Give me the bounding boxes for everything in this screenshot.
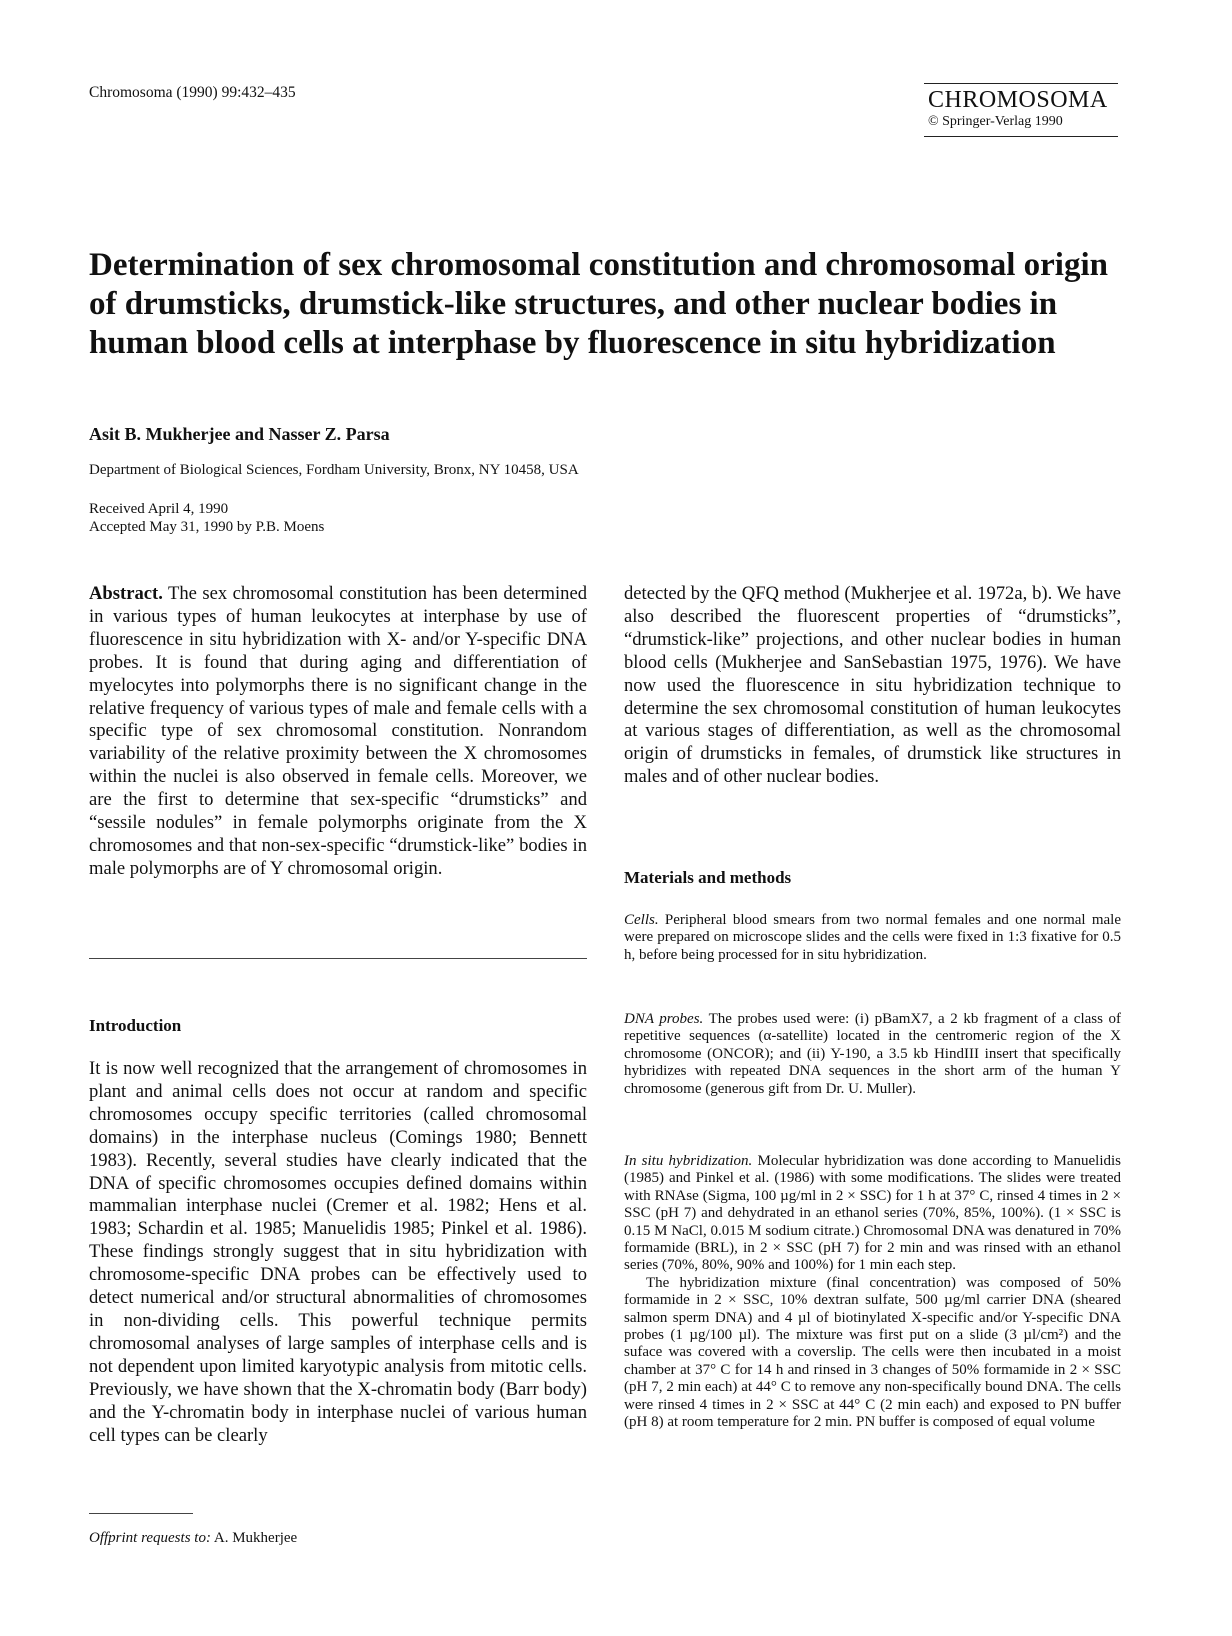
introduction-body [89, 1058, 587, 1447]
probes-text: The probes used were: (i) pBamX7, a 2 kb fragment of a class of repetitive sequences (α-satellite) located in the centromeric region of the X chromosome (ONCOR); and (ii) Y-190, a 3.5 kb HindIII insert that specifically hybridizes with repeated DNA sequences in the short arm of the human Y chromosome (generous gift from Dr. U. Muller). [624, 1011, 1121, 1097]
introduction-continued-text: detected by the QFQ method (Mukherjee et al. 1972a, b). We have also described the fluorescent properties of “drumsticks”, “drumstick-like” projections, and other nuclear bodies in human blood cells (Mukherjee and SanSebastian 1975, 1976). We have now used the fluorescence in situ hybridization technique to determine the sex chromosomal constitution of human leukocytes at various stages of differentiation, as well as the chromosomal origin of drumsticks in females, of drumstick like structures in males and of other nuclear bodies. [624, 583, 1121, 788]
masthead-rule-bottom [924, 136, 1118, 137]
article-dates [89, 500, 324, 536]
received-date: Received April 4, 1990 [89, 501, 229, 517]
affiliation: Department of Biological Sciences, Fordham University, Bronx, NY 10458, USA [89, 462, 579, 478]
introduction-text: It is now well recognized that the arrangement of chromosomes in plant and animal cells does not occur at random and specific chromosomes occupy specific territories (called chromosomal domains) in the interphase nucleus (Comings 1980; Bennett 1983). Recently, several studies have clearly indicated that the DNA of specific chromosomes occupies defined domains within mammalian interphase nuclei (Cremer et al. 1982; Hens et al. 1983; Schardin et al. 1985; Manuelidis 1985; Pinkel et al. 1986). These findings strongly suggest that in situ hybridization with chromosome-specific DNA probes can be effectively used to detect numerical and/or structural abnormalities of chromosomes in non-dividing cells. This powerful technique permits chromosomal analyses of large samples of interphase cells and is not dependent upon limited karyotypic analysis from mitotic cells. Previously, we have shown that the X-chromatin body (Barr body) and the Y-chromatin body in interphase nuclei of various human cell types can be clearly [89, 1058, 587, 1446]
methods-hybridization [624, 1153, 1121, 1432]
author-list: Asit B. Mukherjee and Nasser Z. Parsa [89, 424, 390, 444]
abstract-text: The sex chromosomal constitution has been determined in various types of human leukocytes at interphase by use of fluorescence in situ hybridization with X- and/or Y-specific DNA probes. It is found that during aging and differentiation of myelocytes into polymorphs there is no significant change in the relative frequency of various types of male and female cells with a specific type of sex chromosomal constitution. Nonrandom variability of the relative proximity between the X chromosomes within the nuclei is also observed in female cells. Moreover, we are the first to determine that sex-specific “drumsticks” and “sessile nodules” in female polymorphs originate from the X chromosomes and that non-sex-specific “drumstick-like” bodies in male polymorphs are of Y chromosomal origin. [89, 583, 588, 879]
ish-text: Molecular hybridization was done according to Manuelidis (1985) and Pinkel et al. (1986) with some modifications. The slides were treated with RNAse (Sigma, 100 µg/ml in 2 × SSC) for 1 h at 37° C, rinsed 4 times in 2 × SSC (pH 7) and dehydrated in an ethanol series (70%, 85%, 100%). (1 × SSC is 0.15 M NaCl, 0.015 M sodium citrate.) Chromosomal DNA was denatured in 70% formamide (BRL), in 2 × SSC (pH 7) for 2 min and was rinsed with an ethanol series (70%, 80%, 90% and 100%) for 1 min each step. [624, 1153, 1122, 1274]
offprint-name: A. Mukherjee [213, 1530, 298, 1546]
journal-masthead [924, 83, 1118, 137]
journal-citation: Chromosoma (1990) 99:432–435 [89, 84, 296, 101]
probes-label: DNA probes. [624, 1011, 704, 1027]
mixture-text: The hybridization mixture (final concentration) was composed of 50% formamide in 2 × SSC, 10% dextran sulfate, 500 µg/ml carrier DNA (sheared salmon sperm DNA) and 4 µl of biotinylated X-specific and/or Y-specific DNA probes (1 µg/100 µl). The mixture was first put on a slide (3 µl/cm²) and the suface was covered with a coverslip. The cells were then incubated in a moist chamber at 37° C for 14 h and rinsed in 3 changes of 50% formamide in 2 × SSC (pH 7, 2 min each) at 44° C to remove any non-specifically bound DNA. The cells were rinsed 4 times in 2 × SSC at 44° C (2 min each) and exposed to PN buffer (pH 8) at room temperature for 2 min. PN buffer is composed of equal volume [624, 1274, 1121, 1431]
offprint-footnote [89, 1530, 297, 1547]
masthead-rule-top [924, 83, 1118, 84]
cells-text: Peripheral blood smears from two normal females and one normal male were prepared on microscope slides and the cells were fixed in 1:3 fixative for 0.5 h, before being processed for in situ hybridization. [624, 912, 1122, 963]
abstract-label: Abstract. [89, 583, 163, 604]
offprint-label: Offprint requests to: [89, 1530, 211, 1546]
methods-cells [624, 912, 1121, 964]
methods-probes [624, 1011, 1121, 1098]
accepted-date: Accepted May 31, 1990 by P.B. Moens [89, 519, 325, 535]
paper-title: Determination of sex chromosomal constitution and chromosomal origin of drumsticks, drumstick-like structures, and other nuclear bodies in human blood cells at interphase by fluorescence in situ hybridization [89, 247, 1108, 361]
cells-label: Cells. [624, 912, 659, 928]
footnote-rule [89, 1513, 193, 1514]
introduction-continued [624, 583, 1121, 789]
abstract-divider [89, 958, 587, 959]
ish-label: In situ hybridization. [624, 1153, 753, 1169]
journal-name: CHROMOSOMA [928, 87, 1108, 113]
abstract [89, 583, 587, 881]
methods-heading: Materials and methods [624, 868, 792, 887]
introduction-heading: Introduction [89, 1016, 182, 1035]
copyright-line: © Springer-Verlag 1990 [928, 114, 1063, 129]
